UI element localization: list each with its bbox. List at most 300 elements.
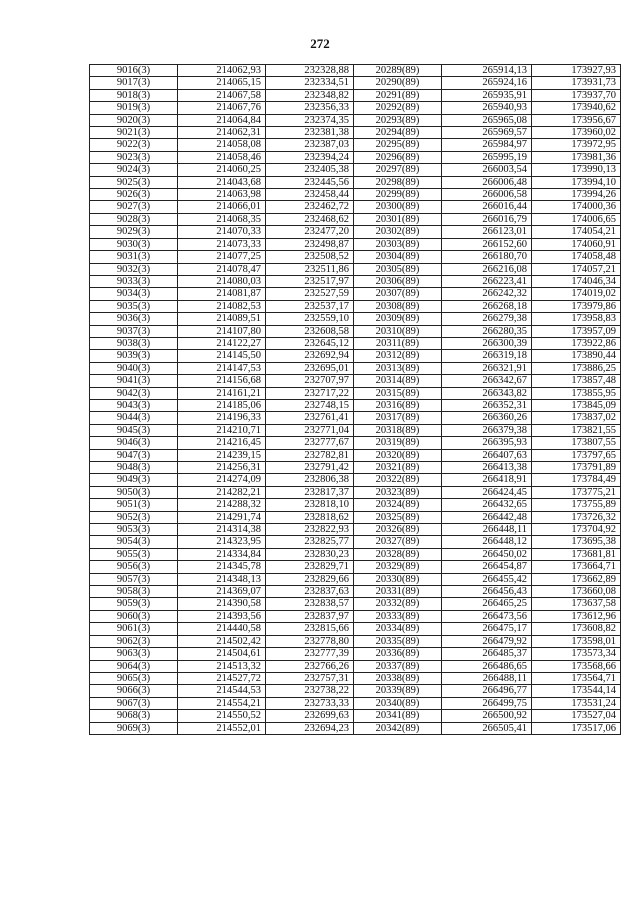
table-cell-point-id: 20340(89) — [354, 697, 442, 709]
table-row — [90, 449, 621, 461]
table-cell-x-coordinate: 266279,38 — [442, 313, 532, 325]
table-cell-y-coordinate: 232825,77 — [266, 536, 354, 548]
table-cell-y-coordinate: 173807,55 — [532, 437, 621, 449]
table-cell-x-coordinate: 214070,33 — [178, 226, 266, 238]
table-cell-point-id: 20305(89) — [354, 263, 442, 275]
table-cell-point-id: 20324(89) — [354, 499, 442, 511]
table-cell-y-coordinate: 232818,10 — [266, 499, 354, 511]
table-cell-point-id: 9035(3) — [90, 300, 178, 312]
table-cell-x-coordinate: 214161,21 — [178, 387, 266, 399]
table-row — [90, 573, 621, 585]
table-cell-y-coordinate: 174057,21 — [532, 263, 621, 275]
table-cell-x-coordinate: 265914,13 — [442, 65, 532, 77]
table-cell-x-coordinate: 266321,91 — [442, 362, 532, 374]
table-cell-point-id: 9017(3) — [90, 77, 178, 89]
table-row — [90, 697, 621, 709]
table-cell-point-id: 20297(89) — [354, 164, 442, 176]
table-cell-point-id: 20316(89) — [354, 399, 442, 411]
table-cell-point-id: 20292(89) — [354, 102, 442, 114]
table-cell-point-id: 9055(3) — [90, 548, 178, 560]
table-cell-point-id: 20304(89) — [354, 251, 442, 263]
table-cell-point-id: 20338(89) — [354, 672, 442, 684]
table-cell-x-coordinate: 266496,77 — [442, 685, 532, 697]
table-row — [90, 623, 621, 635]
table-row — [90, 251, 621, 263]
table-cell-x-coordinate: 266413,38 — [442, 462, 532, 474]
table-cell-y-coordinate: 232694,23 — [266, 722, 354, 734]
table-cell-x-coordinate: 214544,53 — [178, 685, 266, 697]
table-cell-point-id: 20314(89) — [354, 375, 442, 387]
table-row — [90, 127, 621, 139]
table-cell-y-coordinate: 232822,93 — [266, 524, 354, 536]
table-cell-y-coordinate: 232707,97 — [266, 375, 354, 387]
table-cell-point-id: 9041(3) — [90, 375, 178, 387]
table-cell-x-coordinate: 266003,54 — [442, 164, 532, 176]
table-cell-point-id: 9034(3) — [90, 288, 178, 300]
page-number: 272 — [310, 36, 330, 51]
table-cell-y-coordinate: 232348,82 — [266, 89, 354, 101]
table-cell-point-id: 9022(3) — [90, 139, 178, 151]
table-row — [90, 337, 621, 349]
table-cell-y-coordinate: 232458,44 — [266, 189, 354, 201]
table-cell-y-coordinate: 174019,02 — [532, 288, 621, 300]
table-cell-x-coordinate: 214082,53 — [178, 300, 266, 312]
table-cell-point-id: 20300(89) — [354, 201, 442, 213]
table-cell-x-coordinate: 214550,52 — [178, 710, 266, 722]
table-cell-point-id: 20311(89) — [354, 337, 442, 349]
table-cell-y-coordinate: 173775,21 — [532, 486, 621, 498]
table-cell-y-coordinate: 232761,41 — [266, 412, 354, 424]
table-row — [90, 722, 621, 734]
table-cell-point-id: 20302(89) — [354, 226, 442, 238]
table-cell-point-id: 20336(89) — [354, 648, 442, 660]
table-cell-point-id: 9046(3) — [90, 437, 178, 449]
table-cell-point-id: 20335(89) — [354, 635, 442, 647]
table-cell-y-coordinate: 174060,91 — [532, 238, 621, 250]
table-cell-point-id: 20296(89) — [354, 151, 442, 163]
table-cell-y-coordinate: 174058,48 — [532, 251, 621, 263]
table-cell-x-coordinate: 266352,31 — [442, 399, 532, 411]
table-cell-y-coordinate: 173527,04 — [532, 710, 621, 722]
table-cell-point-id: 20293(89) — [354, 114, 442, 126]
table-cell-y-coordinate: 173695,38 — [532, 536, 621, 548]
table-row — [90, 561, 621, 573]
table-cell-x-coordinate: 266006,58 — [442, 189, 532, 201]
table-cell-x-coordinate: 214274,09 — [178, 474, 266, 486]
table-cell-y-coordinate: 232462,72 — [266, 201, 354, 213]
table-cell-x-coordinate: 266342,67 — [442, 375, 532, 387]
table-cell-y-coordinate: 173890,44 — [532, 350, 621, 362]
table-cell-point-id: 9062(3) — [90, 635, 178, 647]
table-cell-point-id: 9068(3) — [90, 710, 178, 722]
table-cell-point-id: 20319(89) — [354, 437, 442, 449]
table-cell-point-id: 20289(89) — [354, 65, 442, 77]
table-cell-point-id: 9048(3) — [90, 462, 178, 474]
table-cell-y-coordinate: 232815,66 — [266, 623, 354, 635]
table-row — [90, 685, 621, 697]
table-cell-x-coordinate: 214122,27 — [178, 337, 266, 349]
table-cell-x-coordinate: 214390,58 — [178, 598, 266, 610]
table-cell-y-coordinate: 174046,34 — [532, 275, 621, 287]
table-cell-x-coordinate: 214440,58 — [178, 623, 266, 635]
table-cell-y-coordinate: 173726,32 — [532, 511, 621, 523]
table-row — [90, 486, 621, 498]
table-cell-y-coordinate: 232777,67 — [266, 437, 354, 449]
table-cell-x-coordinate: 266424,45 — [442, 486, 532, 498]
table-cell-point-id: 9069(3) — [90, 722, 178, 734]
table-cell-x-coordinate: 214216,45 — [178, 437, 266, 449]
table-cell-point-id: 20312(89) — [354, 350, 442, 362]
table-row — [90, 89, 621, 101]
table-cell-point-id: 9045(3) — [90, 424, 178, 436]
table-cell-point-id: 9064(3) — [90, 660, 178, 672]
table-cell-x-coordinate: 214145,50 — [178, 350, 266, 362]
table-cell-point-id: 20291(89) — [354, 89, 442, 101]
table-cell-point-id: 9052(3) — [90, 511, 178, 523]
table-cell-x-coordinate: 214067,58 — [178, 89, 266, 101]
table-cell-x-coordinate: 266500,92 — [442, 710, 532, 722]
table-cell-x-coordinate: 266486,65 — [442, 660, 532, 672]
table-row — [90, 313, 621, 325]
table-cell-y-coordinate: 232771,04 — [266, 424, 354, 436]
table-cell-point-id: 20294(89) — [354, 127, 442, 139]
table-cell-point-id: 20320(89) — [354, 449, 442, 461]
table-cell-point-id: 20323(89) — [354, 486, 442, 498]
table-cell-y-coordinate: 232778,80 — [266, 635, 354, 647]
table-cell-x-coordinate: 266455,42 — [442, 573, 532, 585]
table-cell-x-coordinate: 266319,18 — [442, 350, 532, 362]
table-cell-y-coordinate: 232374,35 — [266, 114, 354, 126]
table-cell-y-coordinate: 232829,71 — [266, 561, 354, 573]
table-cell-y-coordinate: 173994,10 — [532, 176, 621, 188]
table-cell-x-coordinate: 214256,31 — [178, 462, 266, 474]
table-cell-point-id: 9019(3) — [90, 102, 178, 114]
table-cell-point-id: 20321(89) — [354, 462, 442, 474]
table-cell-point-id: 20315(89) — [354, 387, 442, 399]
table-cell-x-coordinate: 265965,08 — [442, 114, 532, 126]
table-cell-y-coordinate: 173784,49 — [532, 474, 621, 486]
table-cell-x-coordinate: 266280,35 — [442, 325, 532, 337]
table-cell-x-coordinate: 266465,25 — [442, 598, 532, 610]
table-cell-x-coordinate: 266479,92 — [442, 635, 532, 647]
table-cell-point-id: 20330(89) — [354, 573, 442, 585]
table-cell-point-id: 9039(3) — [90, 350, 178, 362]
table-cell-x-coordinate: 266242,32 — [442, 288, 532, 300]
table-cell-y-coordinate: 173972,95 — [532, 139, 621, 151]
table-cell-y-coordinate: 173960,02 — [532, 127, 621, 139]
table-row — [90, 548, 621, 560]
table-row — [90, 189, 621, 201]
table-cell-point-id: 9049(3) — [90, 474, 178, 486]
table-cell-x-coordinate: 214239,15 — [178, 449, 266, 461]
table-cell-x-coordinate: 214552,01 — [178, 722, 266, 734]
table-row — [90, 114, 621, 126]
table-cell-y-coordinate: 173598,01 — [532, 635, 621, 647]
table-cell-point-id: 20334(89) — [354, 623, 442, 635]
table-cell-x-coordinate: 214369,07 — [178, 586, 266, 598]
table-cell-y-coordinate: 173791,89 — [532, 462, 621, 474]
table-cell-point-id: 9044(3) — [90, 412, 178, 424]
table-cell-y-coordinate: 232817,37 — [266, 486, 354, 498]
table-cell-point-id: 20328(89) — [354, 548, 442, 560]
table-cell-point-id: 9053(3) — [90, 524, 178, 536]
table-cell-y-coordinate: 232838,57 — [266, 598, 354, 610]
table-cell-y-coordinate: 232381,38 — [266, 127, 354, 139]
table-cell-point-id: 20327(89) — [354, 536, 442, 548]
table-cell-point-id: 9029(3) — [90, 226, 178, 238]
table-cell-y-coordinate: 173979,86 — [532, 300, 621, 312]
table-cell-point-id: 9060(3) — [90, 610, 178, 622]
table-cell-point-id: 20325(89) — [354, 511, 442, 523]
table-cell-y-coordinate: 232477,20 — [266, 226, 354, 238]
table-cell-y-coordinate: 232692,94 — [266, 350, 354, 362]
table-cell-point-id: 20308(89) — [354, 300, 442, 312]
table-cell-point-id: 9025(3) — [90, 176, 178, 188]
table-cell-x-coordinate: 214107,80 — [178, 325, 266, 337]
table-cell-x-coordinate: 266379,38 — [442, 424, 532, 436]
table-row — [90, 213, 621, 225]
table-row — [90, 424, 621, 436]
table-cell-x-coordinate: 214502,42 — [178, 635, 266, 647]
table-cell-x-coordinate: 214078,47 — [178, 263, 266, 275]
table-cell-point-id: 9042(3) — [90, 387, 178, 399]
table-cell-x-coordinate: 266456,43 — [442, 586, 532, 598]
table-cell-y-coordinate: 173573,34 — [532, 648, 621, 660]
table-cell-x-coordinate: 214527,72 — [178, 672, 266, 684]
table-cell-y-coordinate: 173956,67 — [532, 114, 621, 126]
table-cell-y-coordinate: 173564,71 — [532, 672, 621, 684]
table-cell-x-coordinate: 214080,03 — [178, 275, 266, 287]
table-cell-point-id: 20303(89) — [354, 238, 442, 250]
table-cell-x-coordinate: 266505,41 — [442, 722, 532, 734]
table-row — [90, 511, 621, 523]
coordinates-table — [89, 64, 621, 735]
table-cell-x-coordinate: 214077,25 — [178, 251, 266, 263]
table-cell-point-id: 20317(89) — [354, 412, 442, 424]
table-cell-point-id: 20301(89) — [354, 213, 442, 225]
table-cell-y-coordinate: 232837,97 — [266, 610, 354, 622]
table-cell-y-coordinate: 173937,70 — [532, 89, 621, 101]
table-cell-x-coordinate: 266268,18 — [442, 300, 532, 312]
table-cell-x-coordinate: 265969,57 — [442, 127, 532, 139]
table-cell-y-coordinate: 232405,38 — [266, 164, 354, 176]
table-cell-y-coordinate: 232559,10 — [266, 313, 354, 325]
table-cell-y-coordinate: 232328,88 — [266, 65, 354, 77]
table-cell-point-id: 20339(89) — [354, 685, 442, 697]
table-cell-y-coordinate: 232829,66 — [266, 573, 354, 585]
table-cell-point-id: 9027(3) — [90, 201, 178, 213]
table-cell-point-id: 9065(3) — [90, 672, 178, 684]
table-cell-x-coordinate: 214062,31 — [178, 127, 266, 139]
table-cell-x-coordinate: 266016,44 — [442, 201, 532, 213]
table-cell-y-coordinate: 173927,93 — [532, 65, 621, 77]
table-cell-y-coordinate: 173940,62 — [532, 102, 621, 114]
table-cell-point-id: 20331(89) — [354, 586, 442, 598]
table-cell-x-coordinate: 214334,84 — [178, 548, 266, 560]
table-cell-x-coordinate: 266216,08 — [442, 263, 532, 275]
table-row — [90, 586, 621, 598]
table-cell-point-id: 9030(3) — [90, 238, 178, 250]
table-cell-y-coordinate: 232334,51 — [266, 77, 354, 89]
table-cell-point-id: 20307(89) — [354, 288, 442, 300]
table-cell-y-coordinate: 174054,21 — [532, 226, 621, 238]
table-cell-point-id: 20326(89) — [354, 524, 442, 536]
table-cell-y-coordinate: 173931,73 — [532, 77, 621, 89]
table-cell-x-coordinate: 214554,21 — [178, 697, 266, 709]
table-cell-x-coordinate: 214196,33 — [178, 412, 266, 424]
table-cell-y-coordinate: 232699,63 — [266, 710, 354, 722]
table-row — [90, 151, 621, 163]
table-cell-x-coordinate: 214210,71 — [178, 424, 266, 436]
table-cell-x-coordinate: 266475,17 — [442, 623, 532, 635]
table-cell-point-id: 9037(3) — [90, 325, 178, 337]
table-cell-point-id: 9058(3) — [90, 586, 178, 598]
table-row — [90, 710, 621, 722]
table-cell-x-coordinate: 265984,97 — [442, 139, 532, 151]
table-cell-x-coordinate: 214288,32 — [178, 499, 266, 511]
table-cell-x-coordinate: 214185,06 — [178, 399, 266, 411]
table-cell-y-coordinate: 232517,97 — [266, 275, 354, 287]
table-cell-y-coordinate: 173544,14 — [532, 685, 621, 697]
table-cell-y-coordinate: 232766,26 — [266, 660, 354, 672]
table-row — [90, 536, 621, 548]
table-row — [90, 226, 621, 238]
table-row — [90, 660, 621, 672]
table-row — [90, 462, 621, 474]
table-cell-point-id: 9033(3) — [90, 275, 178, 287]
table-cell-y-coordinate: 232717,22 — [266, 387, 354, 399]
table-cell-y-coordinate: 232511,86 — [266, 263, 354, 275]
table-cell-point-id: 20309(89) — [354, 313, 442, 325]
table-cell-point-id: 9028(3) — [90, 213, 178, 225]
table-cell-y-coordinate: 232356,33 — [266, 102, 354, 114]
table-cell-y-coordinate: 173837,02 — [532, 412, 621, 424]
table-cell-y-coordinate: 173612,96 — [532, 610, 621, 622]
table-cell-point-id: 9061(3) — [90, 623, 178, 635]
table-cell-y-coordinate: 173855,95 — [532, 387, 621, 399]
table-cell-y-coordinate: 232748,15 — [266, 399, 354, 411]
table-cell-x-coordinate: 265995,19 — [442, 151, 532, 163]
table-row — [90, 399, 621, 411]
table-cell-y-coordinate: 173958,83 — [532, 313, 621, 325]
table-cell-point-id: 9026(3) — [90, 189, 178, 201]
table-cell-y-coordinate: 174000,36 — [532, 201, 621, 213]
table-cell-y-coordinate: 232527,59 — [266, 288, 354, 300]
table-cell-x-coordinate: 214393,56 — [178, 610, 266, 622]
table-cell-y-coordinate: 232733,33 — [266, 697, 354, 709]
table-cell-point-id: 9050(3) — [90, 486, 178, 498]
table-cell-point-id: 9036(3) — [90, 313, 178, 325]
table-cell-point-id: 9021(3) — [90, 127, 178, 139]
table-cell-point-id: 9032(3) — [90, 263, 178, 275]
table-cell-y-coordinate: 173681,81 — [532, 548, 621, 560]
table-cell-x-coordinate: 214147,53 — [178, 362, 266, 374]
table-cell-y-coordinate: 173608,82 — [532, 623, 621, 635]
table-cell-point-id: 20298(89) — [354, 176, 442, 188]
table-cell-y-coordinate: 232738,22 — [266, 685, 354, 697]
table-cell-x-coordinate: 214348,13 — [178, 573, 266, 585]
table-cell-x-coordinate: 214064,84 — [178, 114, 266, 126]
table-row — [90, 65, 621, 77]
table-cell-x-coordinate: 266223,41 — [442, 275, 532, 287]
table-cell-point-id: 20313(89) — [354, 362, 442, 374]
table-row — [90, 474, 621, 486]
table-cell-y-coordinate: 173981,36 — [532, 151, 621, 163]
table-cell-point-id: 20318(89) — [354, 424, 442, 436]
table-cell-x-coordinate: 214067,76 — [178, 102, 266, 114]
table-cell-y-coordinate: 232830,23 — [266, 548, 354, 560]
table-cell-y-coordinate: 173704,92 — [532, 524, 621, 536]
table-row — [90, 672, 621, 684]
table-cell-y-coordinate: 173660,08 — [532, 586, 621, 598]
table-cell-x-coordinate: 214060,25 — [178, 164, 266, 176]
table-cell-y-coordinate: 173821,55 — [532, 424, 621, 436]
table-cell-x-coordinate: 266473,56 — [442, 610, 532, 622]
table-cell-y-coordinate: 173568,66 — [532, 660, 621, 672]
table-cell-x-coordinate: 266499,75 — [442, 697, 532, 709]
table-cell-point-id: 9067(3) — [90, 697, 178, 709]
table-cell-point-id: 9063(3) — [90, 648, 178, 660]
table-cell-y-coordinate: 232608,58 — [266, 325, 354, 337]
table-cell-y-coordinate: 232695,01 — [266, 362, 354, 374]
table-cell-y-coordinate: 173664,71 — [532, 561, 621, 573]
table-cell-x-coordinate: 214068,35 — [178, 213, 266, 225]
table-cell-point-id: 20342(89) — [354, 722, 442, 734]
table-row — [90, 263, 621, 275]
table-cell-y-coordinate: 232645,12 — [266, 337, 354, 349]
table-row — [90, 437, 621, 449]
table-cell-x-coordinate: 266488,11 — [442, 672, 532, 684]
table-cell-x-coordinate: 214156,68 — [178, 375, 266, 387]
table-cell-y-coordinate: 232508,52 — [266, 251, 354, 263]
table-cell-y-coordinate: 173662,89 — [532, 573, 621, 585]
table-cell-y-coordinate: 232757,31 — [266, 672, 354, 684]
table-cell-x-coordinate: 214314,38 — [178, 524, 266, 536]
table-cell-x-coordinate: 265935,91 — [442, 89, 532, 101]
table-row — [90, 387, 621, 399]
table-cell-y-coordinate: 232537,17 — [266, 300, 354, 312]
table-cell-point-id: 9054(3) — [90, 536, 178, 548]
table-cell-x-coordinate: 214323,95 — [178, 536, 266, 548]
table-cell-point-id: 9023(3) — [90, 151, 178, 163]
table-cell-y-coordinate: 173886,25 — [532, 362, 621, 374]
table-cell-point-id: 20310(89) — [354, 325, 442, 337]
table-cell-y-coordinate: 173845,09 — [532, 399, 621, 411]
table-row — [90, 350, 621, 362]
table-row — [90, 412, 621, 424]
table-cell-y-coordinate: 173994,26 — [532, 189, 621, 201]
table-row — [90, 362, 621, 374]
table-cell-point-id: 9018(3) — [90, 89, 178, 101]
table-cell-x-coordinate: 214058,08 — [178, 139, 266, 151]
table-cell-x-coordinate: 266448,11 — [442, 524, 532, 536]
table-row — [90, 176, 621, 188]
table-cell-x-coordinate: 265940,93 — [442, 102, 532, 114]
table-cell-point-id: 20306(89) — [354, 275, 442, 287]
table-cell-point-id: 9016(3) — [90, 65, 178, 77]
table-cell-x-coordinate: 214081,87 — [178, 288, 266, 300]
table-row — [90, 102, 621, 114]
table-cell-x-coordinate: 266395,93 — [442, 437, 532, 449]
table-cell-x-coordinate: 266448,12 — [442, 536, 532, 548]
table-cell-point-id: 9057(3) — [90, 573, 178, 585]
table-cell-x-coordinate: 214089,51 — [178, 313, 266, 325]
table-cell-x-coordinate: 266006,48 — [442, 176, 532, 188]
table-cell-x-coordinate: 214504,61 — [178, 648, 266, 660]
table-cell-x-coordinate: 266360,26 — [442, 412, 532, 424]
table-cell-y-coordinate: 174006,65 — [532, 213, 621, 225]
table-cell-y-coordinate: 173517,06 — [532, 722, 621, 734]
